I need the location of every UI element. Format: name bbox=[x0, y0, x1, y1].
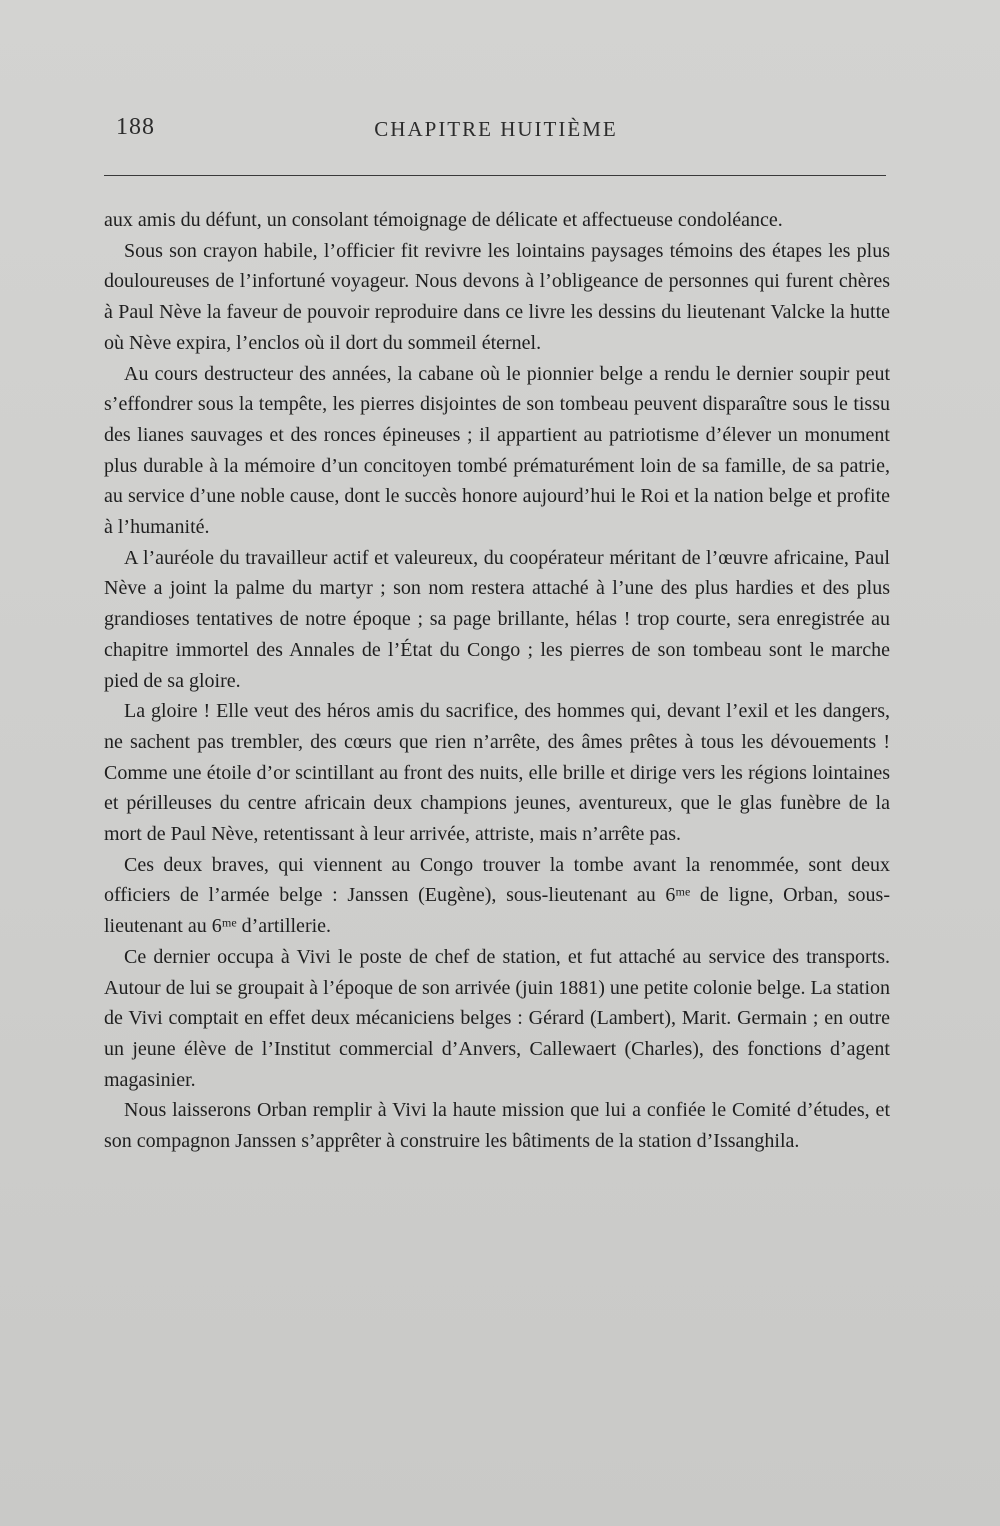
paragraph: A l’auréole du travailleur actif et valeureux, du coopérateur méritant de l’œuvre africaine, Paul Nève a joint la palme du martyr ; son nom restera attaché à l’une des plus hardies et des plus grandioses tentatives de notre époque ; sa page brillante, hélas ! trop courte, sera enregistrée au chapitre immortel des Annales de l’État du Congo ; les pierres de son tombeau sont le marche pied de sa gloire. bbox=[104, 546, 890, 692]
chapter-title: CHAPITRE HUITIÈME bbox=[374, 117, 618, 141]
paragraph: aux amis du défunt, un consolant témoignage de délicate et affectueuse condoléance. bbox=[104, 209, 783, 231]
paragraph: Au cours destructeur des années, la cabane où le pionnier belge a rendu le dernier soupir peut s’effondrer sous la tempête, les pierres disjointes de son tombeau peuvent disparaître sous le tissu des lianes sauvages et des ronces épineuses ; il appartient au patriotisme d’élever un monument plus durable à la mémoire d’un concitoyen tombé prématurément loin de sa famille, de sa patrie, au service d’une noble cause, dont le succès honore aujourd’hui le Roi et la nation belge et profite à l’humanité. bbox=[104, 362, 890, 539]
paragraph: Ces deux braves, qui viennent au Congo trouver la tombe avant la renommée, sont deux officiers de l’armée belge : Janssen (Eugène), sous-lieutenant au 6ᵐᵉ de ligne, Orban, sous-lieutenant au 6ᵐᵉ d’artillerie. bbox=[104, 853, 890, 938]
header-rule bbox=[104, 175, 886, 176]
paragraph: Ce dernier occupa à Vivi le poste de chef de station, et fut attaché au service des transports. Autour de lui se groupait à l’époque de son arrivée (juin 1881) une petite colonie belge. La station de Vivi comptait en effet deux mécaniciens belges : Gérard (Lambert), Marit. Germain ; en outre un jeune élève de l’Institut commercial d’Anvers, Callewaert (Charles), des fonctions d’agent magasinier. bbox=[104, 945, 890, 1091]
running-head bbox=[104, 114, 888, 148]
paragraph: La gloire ! Elle veut des héros amis du sacrifice, des hommes qui, devant l’exil et les dangers, ne sachent pas trembler, des cœurs que rien n’arrête, des âmes prêtes à tous les dévouements ! Comme une étoile d’or scintillant au front des nuits, elle brille et dirige vers les régions lointaines et périlleuses du centre africain deux champions jeunes, aventureux, que le glas funèbre de la mort de Paul Nève, retentissant à leur arrivée, attriste, mais n’arrête pas. bbox=[104, 700, 890, 846]
paragraph: Nous laisserons Orban remplir à Vivi la haute mission que lui a confiée le Comité d’études, et son compagnon Janssen s’apprêter à construire les bâtiments de la station d’Issanghila. bbox=[104, 1099, 890, 1153]
page-number: 188 bbox=[116, 114, 155, 140]
body-text bbox=[104, 205, 890, 1157]
paragraph: Sous son crayon habile, l’officier fit revivre les lointains paysages témoins des étapes les plus douloureuses de l’infortuné voyageur. Nous devons à l’obligeance de personnes qui furent chères à Paul Nève la faveur de pouvoir reproduire dans ce livre les dessins du lieutenant Valcke la hutte où Nève expira, l’enclos où il dort du sommeil éternel. bbox=[104, 239, 890, 354]
